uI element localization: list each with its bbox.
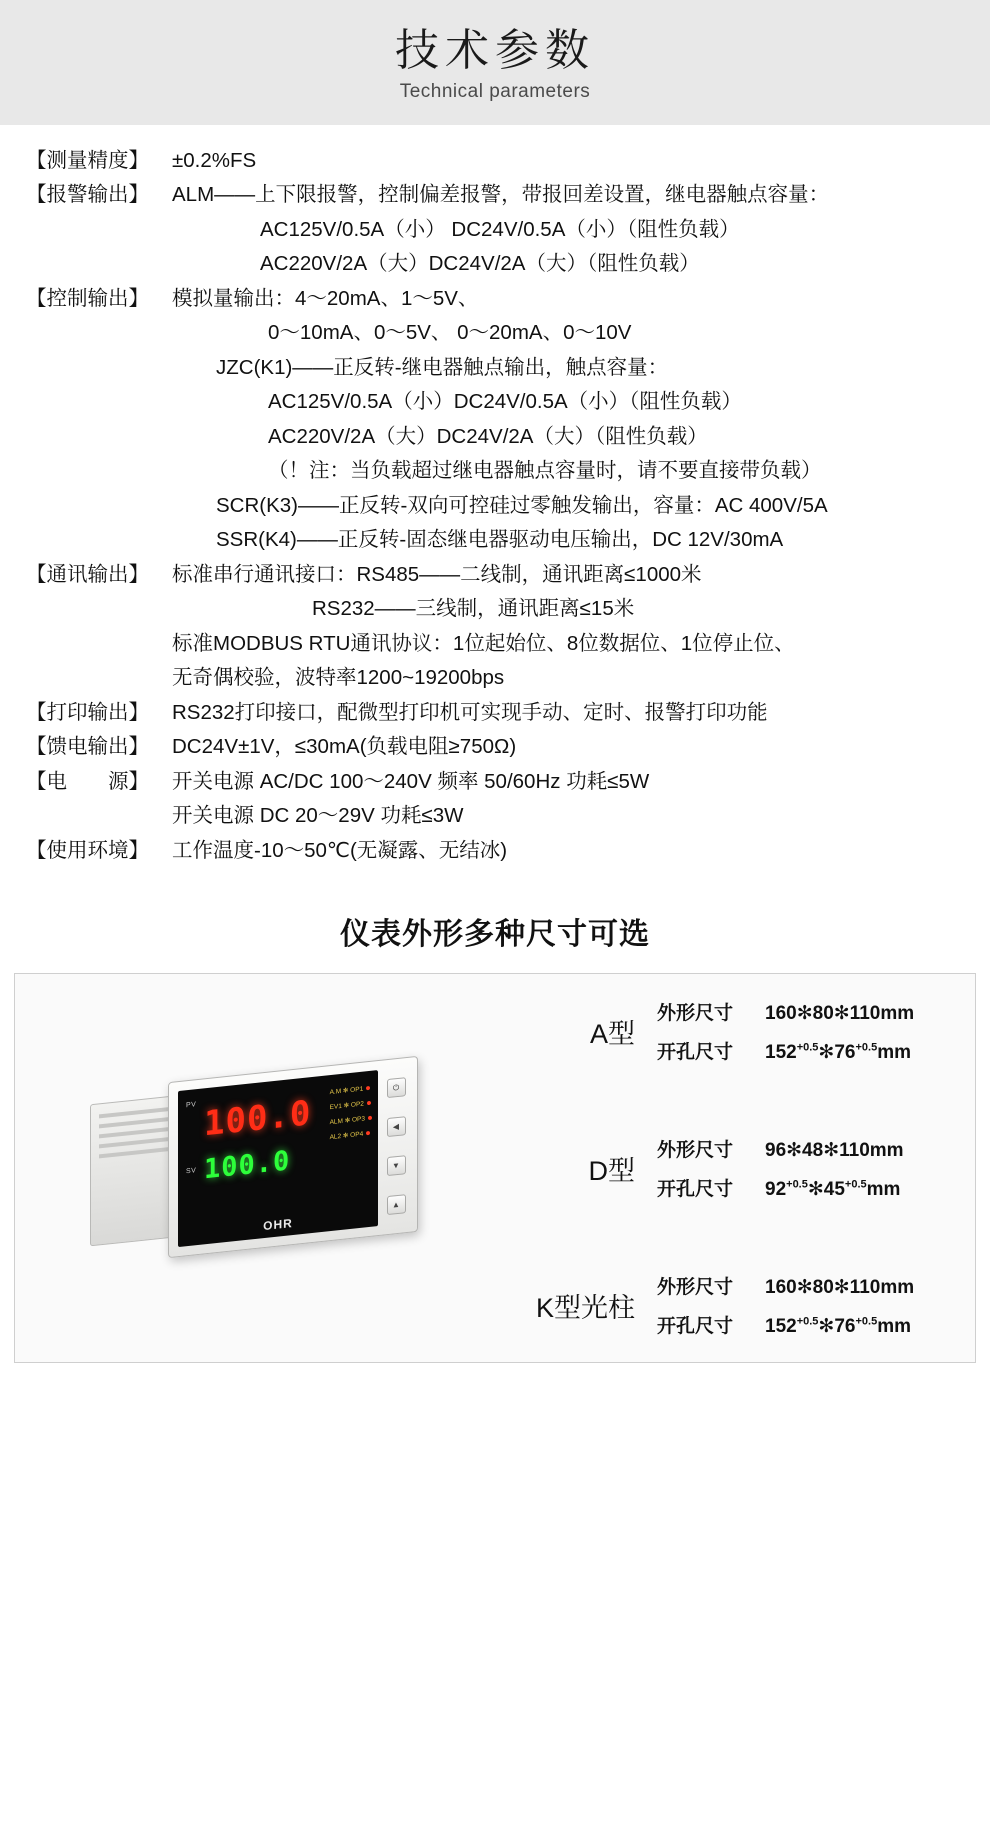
sizes-section-heading: 仪表外形多种尺寸可选 [340, 918, 650, 952]
instrument-button-column [378, 1067, 409, 1226]
spec-line: RS232——三线制，通讯距离≤15米 [312, 597, 635, 621]
page-title-en: Technical parameters [399, 80, 591, 102]
spec-line: 工作温度-10～50℃(无凝露、无结冰) [172, 838, 508, 862]
spec-line: ALM——上下限报警，控制偏差报警，带报回差设置，继电器触点容量： [172, 183, 830, 207]
cutout-size-label: 开孔尺寸 [657, 1179, 734, 1201]
page-header [0, 0, 990, 125]
indicator-row: EV1 ✻ OP2 [330, 1096, 372, 1115]
size-row-a [485, 998, 965, 1064]
spec-line: SCR(K3)——正反转-双向可控硅过零触发输出，容量：AC 400V/5A [216, 493, 828, 517]
indicator-led-icon [368, 1116, 372, 1120]
spec-row-control-output [26, 286, 964, 552]
indicator-led-icon [366, 1086, 370, 1090]
cutout-base-2: ✻76 [818, 1042, 856, 1064]
specs-list [0, 125, 990, 882]
outline-size-value: 160✻80✻110mm [765, 1277, 915, 1299]
spec-row-accuracy [26, 148, 964, 172]
cutout-unit: mm [866, 1179, 901, 1201]
cutout-tolerance-2: +0.5 [855, 1315, 878, 1328]
spec-line: 0～10mA、0～5V、 0～20mA、0～10V [268, 321, 632, 345]
indicator-led-icon [367, 1101, 371, 1105]
instrument-faceplate [168, 1056, 418, 1258]
cutout-tolerance-1: +0.5 [786, 1178, 808, 1191]
outline-size-line [657, 1272, 965, 1299]
down-arrow-button-icon: ▼ [387, 1155, 406, 1176]
spec-row-communication-output [26, 562, 964, 690]
spec-line: RS232打印接口，配微型打印机可实现手动、定时、报警打印功能 [172, 700, 768, 724]
size-values [657, 1272, 965, 1338]
cutout-base-2: ✻45 [807, 1179, 845, 1201]
spec-label: 【测量精度】 [26, 148, 149, 172]
spec-label: 【电 源】 [26, 769, 149, 793]
indicator-row: AL2 ✻ OP4 [330, 1126, 372, 1145]
spec-label: 【通讯输出】 [26, 562, 149, 586]
outline-size-label: 外形尺寸 [657, 1140, 734, 1162]
size-model-label: K型光柱 [535, 1292, 635, 1323]
cutout-size-line [657, 1311, 965, 1338]
spec-line: AC125V/0.5A（小）DC24V/0.5A（小）（阻性负载） [268, 390, 742, 414]
spec-value [162, 286, 964, 552]
size-values [657, 1135, 965, 1201]
spec-line: 标准MODBUS RTU通讯协议：1位起始位、8位数据位、1位停止位、 [172, 631, 795, 655]
spec-label: 【使用环境】 [26, 838, 149, 862]
instrument-display [178, 1070, 378, 1247]
cutout-unit: mm [877, 1042, 911, 1064]
sizes-panel [14, 973, 976, 1363]
spec-label: 【报警输出】 [26, 183, 149, 207]
spec-label: 【打印输出】 [26, 700, 149, 724]
size-row-d [485, 1135, 965, 1201]
cutout-size-line [657, 1037, 965, 1064]
cutout-base-1: 152 [765, 1042, 797, 1064]
spec-value [162, 185, 964, 275]
page-title-cn: 技术参数 [395, 26, 595, 75]
spec-value [162, 562, 964, 690]
spec-line: AC125V/0.5A（小） DC24V/0.5A（小）（阻性负载） [260, 217, 740, 241]
spec-row-power-supply [26, 769, 964, 828]
cutout-tolerance-1: +0.5 [796, 1315, 819, 1328]
brand-logo: OHR [263, 1216, 293, 1234]
outline-size-label: 外形尺寸 [657, 1277, 734, 1299]
spec-line: ±0.2%FS [172, 148, 257, 172]
left-arrow-button-icon: ◀ [387, 1116, 406, 1137]
spec-line: 开关电源 AC/DC 100～240V 频率 50/60Hz 功耗≤5W [172, 769, 650, 793]
instrument-illustration [90, 1056, 420, 1281]
spec-line: 开关电源 DC 20～29V 功耗≤3W [172, 804, 464, 828]
cutout-base-1: 92 [765, 1179, 787, 1201]
outline-size-line [657, 1135, 965, 1162]
up-arrow-button-icon: ▲ [387, 1194, 406, 1215]
cutout-tolerance-2: +0.5 [855, 1041, 878, 1054]
outline-size-value: 160✻80✻110mm [765, 1003, 915, 1025]
spec-value [162, 700, 964, 724]
size-row-k [485, 1272, 965, 1338]
indicator-row: A.M ✻ OP1 [330, 1081, 372, 1100]
cutout-unit: mm [877, 1316, 911, 1338]
device-image [25, 992, 485, 1344]
pv-value: 100.0 [204, 1093, 312, 1145]
cutout-size-label: 开孔尺寸 [657, 1316, 734, 1338]
power-button-icon: ⏻ [387, 1077, 406, 1098]
spec-line: SSR(K4)——正反转-固态继电器驱动电压输出，DC 12V/30mA [216, 528, 784, 552]
cutout-tolerance-2: +0.5 [844, 1178, 867, 1191]
indicator-list [330, 1081, 372, 1145]
spec-row-print-output [26, 700, 964, 724]
spec-line: 标准串行通讯接口：RS485——二线制，通讯距离≤1000米 [172, 562, 702, 586]
sv-value: 100.0 [204, 1145, 291, 1186]
outline-size-label: 外形尺寸 [657, 1003, 734, 1025]
cutout-base-1: 152 [765, 1316, 797, 1338]
spec-value [162, 838, 964, 862]
size-rows [485, 992, 965, 1344]
size-values [657, 998, 965, 1064]
indicator-led-icon [366, 1131, 370, 1135]
spec-line: AC220V/2A（大）DC24V/2A（大）（阻性负载） [268, 424, 708, 448]
cutout-base-2: ✻76 [818, 1316, 856, 1338]
indicator-row: ALM ✻ OP3 [330, 1111, 372, 1130]
spec-line: DC24V±1V，≤30mA(负载电阻≥750Ω) [172, 735, 517, 759]
spec-row-alarm-output [26, 185, 964, 275]
size-model-label: A型 [589, 1018, 635, 1049]
spec-line: （！注：当负载超过继电器触点容量时，请不要直接带负载） [268, 459, 822, 483]
spec-row-environment [26, 838, 964, 862]
spec-value [162, 148, 964, 172]
size-model-label: D型 [588, 1155, 635, 1186]
spec-value [162, 769, 964, 828]
sv-label: SV [186, 1167, 197, 1176]
outline-size-line [657, 998, 965, 1025]
outline-size-value: 96✻48✻110mm [765, 1140, 904, 1162]
spec-row-feed-output [26, 737, 964, 758]
spec-line: AC220V/2A（大）DC24V/2A（大）（阻性负载） [260, 252, 700, 276]
spec-label: 【馈电输出】 [26, 735, 149, 759]
spec-line: JZC(K1)——正反转-继电器触点输出，触点容量： [216, 355, 669, 379]
cutout-size-line [657, 1174, 965, 1201]
spec-value [162, 737, 964, 758]
cutout-tolerance-1: +0.5 [796, 1041, 819, 1054]
spec-line: 无奇偶校验，波特率1200~19200bps [172, 666, 505, 690]
spec-line: 模拟量输出：4～20mA、1～5V、 [172, 286, 479, 310]
cutout-size-label: 开孔尺寸 [657, 1042, 734, 1064]
spec-label: 【控制输出】 [26, 286, 149, 310]
pv-label: PV [186, 1101, 197, 1110]
